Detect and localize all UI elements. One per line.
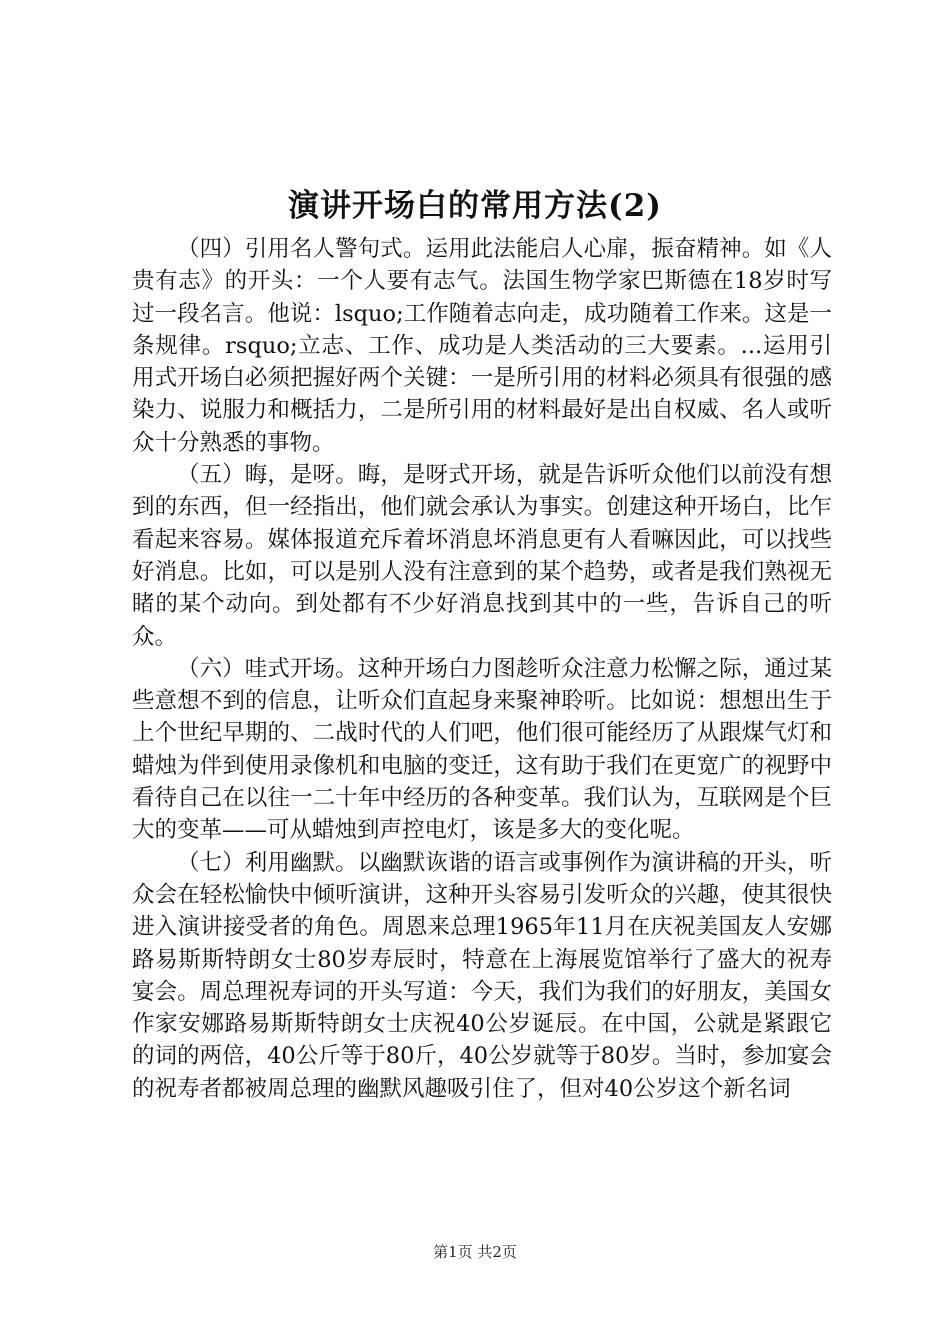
paragraph-4-quotation: （四）引用名人警句式。运用此法能启人心扉，振奋精神。如《人贵有志》的开头：一个人要有志气。法国生物学家巴斯德在18岁时写过一段名言。他说：lsquo;工作随着志向走，成功随着工作来。这是一条规律。rsquo;立志、工作、成功是人类活动的三大要素。...运用引用式开场白必须把握好两个关键：一是所引用的材料必须具有很强的感染力、说服力和概括力，二是所引用的材料最好是出自权威、名人或听众十分熟悉的事物。 — [132, 236, 832, 456]
paragraph-6-wow: （六）哇式开场。这种开场白力图趁听众注意力松懈之际，通过某些意想不到的信息，让听众们直起身来聚神聆听。比如说：想想出生于上个世纪早期的、二战时代的人们吧，他们很可能经历了从跟煤气灯和蜡烛为伴到使用录像机和电脑的变迁，这有助于我们在更宽广的视野中看待自己在以往一二十年中经历的各种变革。我们认为，互联网是个巨大的变革——可从蜡烛到声控电灯，该是多大的变化呢。 — [132, 655, 832, 844]
page-footer: 第1页 共2页 — [433, 1243, 517, 1261]
document-title: 演讲开场白的常用方法(2) — [288, 188, 662, 224]
document-body — [132, 233, 832, 1105]
paragraph-5-surprise: （五）晦，是呀。晦，是呀式开场，就是告诉听众他们以前没有想到的东西，但一经指出，他们就会承认为事实。创建这种开场白，比乍看起来容易。媒体报道充斥着坏消息坏消息更有人看嘛因此，可以找些好消息。比如，可以是别人没有注意到的某个趋势，或者是我们熟视无睹的某个动向。到处都有不少好消息找到其中的一些，告诉自己的听众。 — [132, 462, 832, 650]
paragraph-7-humor: （七）利用幽默。以幽默诙谐的语言或事例作为演讲稿的开头，听众会在轻松愉快中倾听演讲，这种开头容易引发听众的兴趣，使其很快进入演讲接受者的角色。周恩来总理1965年11月在庆祝美国友人安娜路易斯斯特朗女士80岁寿辰时，特意在上海展览馆举行了盛大的祝寿宴会。周总理祝寿词的开头写道：今天，我们为我们的好朋友，美国女作家安娜路易斯斯特朗女士庆祝40公岁诞辰。在中国，公就是紧跟它的词的两倍，40公斤等于80斤，40公岁就等于80岁。当时，参加宴会的祝寿者都被周总理的幽默风趣吸引住了，但对40公岁这个新名词 — [132, 849, 832, 1102]
